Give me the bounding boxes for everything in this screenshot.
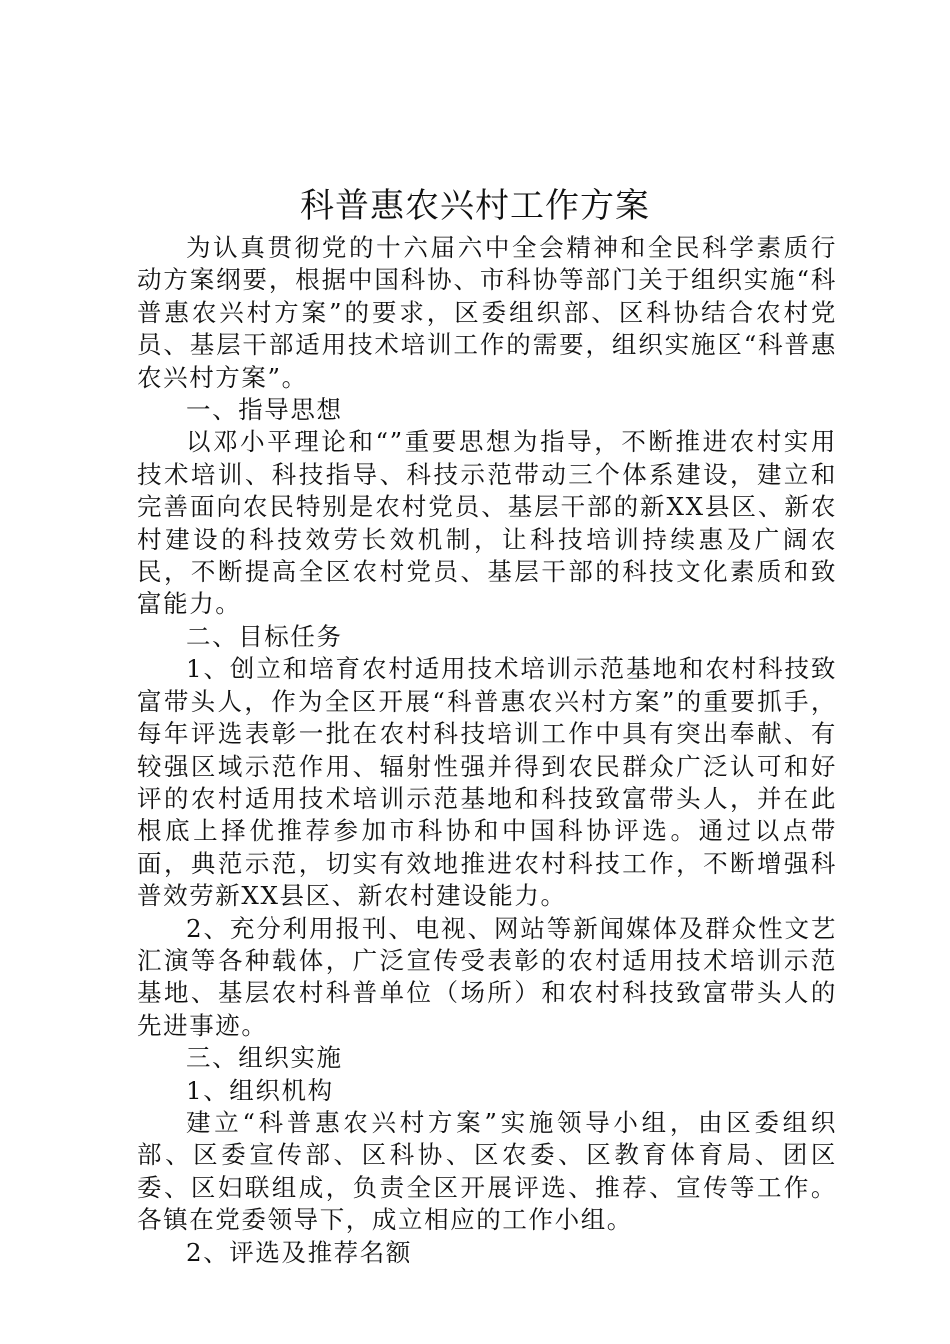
- document-body: [137, 232, 837, 1269]
- paragraph-goal-1: 1、创立和培育农村适用技术培训示范基地和农村科技致富带头人，作为全区开展“科普惠农兴村方案”的重要抓手，每年评选表彰一批在农村科技培训工作中具有突出奉献、有较强区域示范作用、辐射性强并得到农民群众广泛认可和好评的农村适用技术培训示范基地和科技致富带头人，并在此根底上择优推荐参加市科协和中国科协评选。通过以点带面，典范示范，切实有效地推进农村科技工作，不断增强科普效劳新XX县区、新农村建设能力。: [137, 654, 837, 911]
- section-heading-goals: 二、目标任务: [186, 621, 343, 651]
- section-heading-implementation: 三、组织实施: [186, 1043, 343, 1073]
- subheading-selection-quota: 2、评选及推荐名额: [186, 1237, 412, 1267]
- paragraph-guiding-ideology: 以邓小平理论和“”重要思想为指导，不断推进农村实用技术培训、科技指导、科技示范带动三个体系建设，建立和完善面向农民特别是农村党员、基层干部的新XX县区、新农村建设的科技效劳长效机制，让科技培训持续惠及广阔农民，不断提高全区农村党员、基层干部的科技文化素质和致富能力。: [137, 427, 837, 619]
- section-heading-guiding-ideology: 一、指导思想: [186, 395, 343, 425]
- paragraph-goal-2: 2、充分利用报刊、电视、网站等新闻媒体及群众性文艺汇演等各种载体，广泛宣传受表彰的农村适用技术培训示范基地、基层农村科普单位（场所）和农村科技致富带头人的先进事迹。: [137, 913, 837, 1040]
- document-title: 科普惠农兴村工作方案: [300, 186, 650, 226]
- subheading-organization: 1、组织机构: [186, 1075, 334, 1105]
- paragraph-intro: 为认真贯彻党的十六届六中全会精神和全民科学素质行动方案纲要，根据中国科协、市科协等部门关于组织实施“科普惠农兴村方案”的要求，区委组织部、区科协结合农村党员、基层干部适用技术培训工作的需要，组织实施区“科普惠农兴村方案”。: [137, 233, 837, 392]
- paragraph-organization: 建立“科普惠农兴村方案”实施领导小组，由区委组织部、区委宣传部、区科协、区农委、区教育体育局、团区委、区妇联组成，负责全区开展评选、推荐、宣传等工作。各镇在党委领导下，成立相应的工作小组。: [137, 1107, 837, 1235]
